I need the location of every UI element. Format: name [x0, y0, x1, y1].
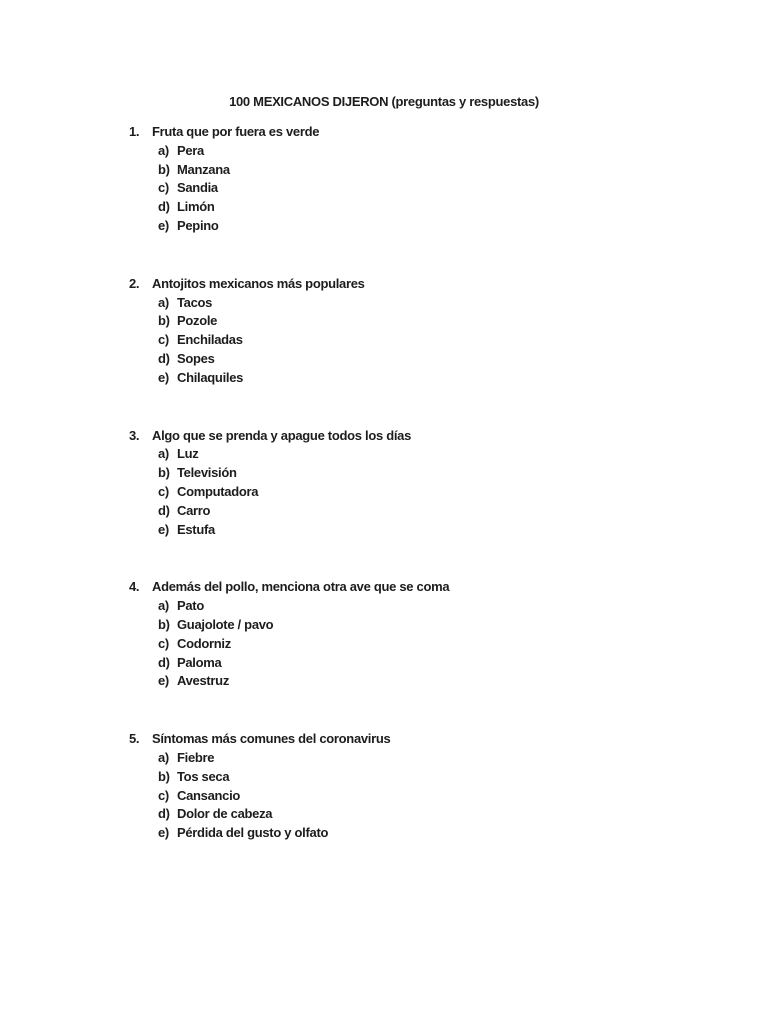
question-row: [129, 275, 708, 294]
option-text: Codorniz: [177, 635, 231, 651]
option-text: Sopes: [177, 350, 215, 366]
question-row: [129, 730, 708, 749]
option-row: [129, 350, 708, 369]
option-row: [129, 161, 708, 180]
option-letter: e): [158, 369, 169, 385]
option-letter: d): [158, 654, 170, 670]
option-letter: c): [158, 635, 169, 651]
option-row: [129, 198, 708, 217]
question-row: [129, 427, 708, 446]
document-title: 100 MEXICANOS DIJERON (preguntas y respuestas): [229, 94, 539, 109]
option-text: Manzana: [177, 161, 230, 177]
option-row: [129, 787, 708, 806]
option-letter: b): [158, 161, 170, 177]
option-text: Pozole: [177, 313, 218, 329]
option-letter: a): [158, 142, 169, 158]
option-text: Enchiladas: [177, 332, 243, 348]
option-text: Limón: [177, 199, 215, 215]
option-letter: a): [158, 598, 169, 614]
question-number: 2.: [129, 275, 140, 291]
option-row: [129, 768, 708, 787]
options-list: [129, 294, 708, 388]
option-text: Pato: [177, 598, 204, 614]
option-row: [129, 521, 708, 540]
options-list: [129, 445, 708, 539]
option-text: Fiebre: [177, 749, 215, 765]
option-row: [129, 179, 708, 198]
question-number: 1.: [129, 124, 140, 139]
options-list: [129, 142, 708, 236]
options-list: [129, 749, 708, 843]
option-text: Chilaquiles: [177, 369, 244, 385]
option-letter: b): [158, 616, 170, 632]
option-text: Tacos: [177, 294, 213, 310]
option-row: [129, 749, 708, 768]
option-letter: c): [158, 180, 169, 196]
question-number: 4.: [129, 579, 140, 595]
option-letter: d): [158, 502, 170, 518]
option-text: Pepino: [177, 217, 219, 233]
option-letter: b): [158, 465, 170, 481]
question-number: 3.: [129, 427, 140, 443]
question-block: [129, 578, 708, 691]
option-text: Carro: [177, 502, 211, 518]
option-row: [129, 805, 708, 824]
option-letter: c): [158, 483, 169, 499]
option-letter: e): [158, 521, 169, 537]
option-row: [129, 312, 708, 331]
option-row: [129, 672, 708, 691]
option-row: [129, 369, 708, 388]
option-text: Tos seca: [177, 768, 230, 784]
question-block: [129, 123, 708, 236]
option-text: Televisión: [177, 465, 237, 481]
option-text: Avestruz: [177, 673, 230, 689]
option-letter: a): [158, 749, 169, 765]
questions-list: [0, 123, 768, 843]
option-row: [129, 331, 708, 350]
option-text: Sandia: [177, 180, 218, 196]
question-text: Algo que se prenda y apague todos los días: [152, 427, 412, 443]
option-letter: e): [158, 217, 169, 233]
question-number: 5.: [129, 731, 140, 747]
option-row: [129, 445, 708, 464]
option-row: [129, 824, 708, 843]
option-letter: a): [158, 446, 169, 462]
option-text: Computadora: [177, 483, 259, 499]
option-row: [129, 483, 708, 502]
option-text: Cansancio: [177, 787, 241, 803]
option-text: Paloma: [177, 654, 222, 670]
option-row: [129, 294, 708, 313]
question-block: [129, 275, 708, 388]
option-row: [129, 616, 708, 635]
question-block: [129, 730, 708, 843]
option-text: Luz: [177, 446, 199, 462]
option-letter: e): [158, 825, 169, 841]
question-block: [129, 427, 708, 540]
option-letter: e): [158, 673, 169, 689]
option-row: [129, 142, 708, 161]
question-text: Fruta que por fuera es verde: [152, 124, 320, 139]
option-text: Estufa: [177, 521, 215, 537]
question-text: Antojitos mexicanos más populares: [152, 275, 365, 291]
option-letter: d): [158, 806, 170, 822]
option-letter: b): [158, 768, 170, 784]
option-row: [129, 217, 708, 236]
option-text: Pera: [177, 142, 204, 158]
option-text: Pérdida del gusto y olfato: [177, 825, 329, 841]
options-list: [129, 597, 708, 691]
option-letter: c): [158, 787, 169, 803]
option-row: [129, 654, 708, 673]
option-letter: d): [158, 350, 170, 366]
option-letter: a): [158, 294, 169, 310]
option-letter: d): [158, 199, 170, 215]
question-text: Además del pollo, menciona otra ave que se coma: [152, 579, 450, 595]
option-row: [129, 464, 708, 483]
question-text: Síntomas más comunes del coronavirus: [152, 731, 391, 747]
question-row: [129, 123, 708, 142]
option-row: [129, 597, 708, 616]
option-text: Guajolote / pavo: [177, 616, 274, 632]
option-row: [129, 502, 708, 521]
option-row: [129, 635, 708, 654]
question-row: [129, 578, 708, 597]
option-letter: c): [158, 332, 169, 348]
option-text: Dolor de cabeza: [177, 806, 273, 822]
option-letter: b): [158, 313, 170, 329]
